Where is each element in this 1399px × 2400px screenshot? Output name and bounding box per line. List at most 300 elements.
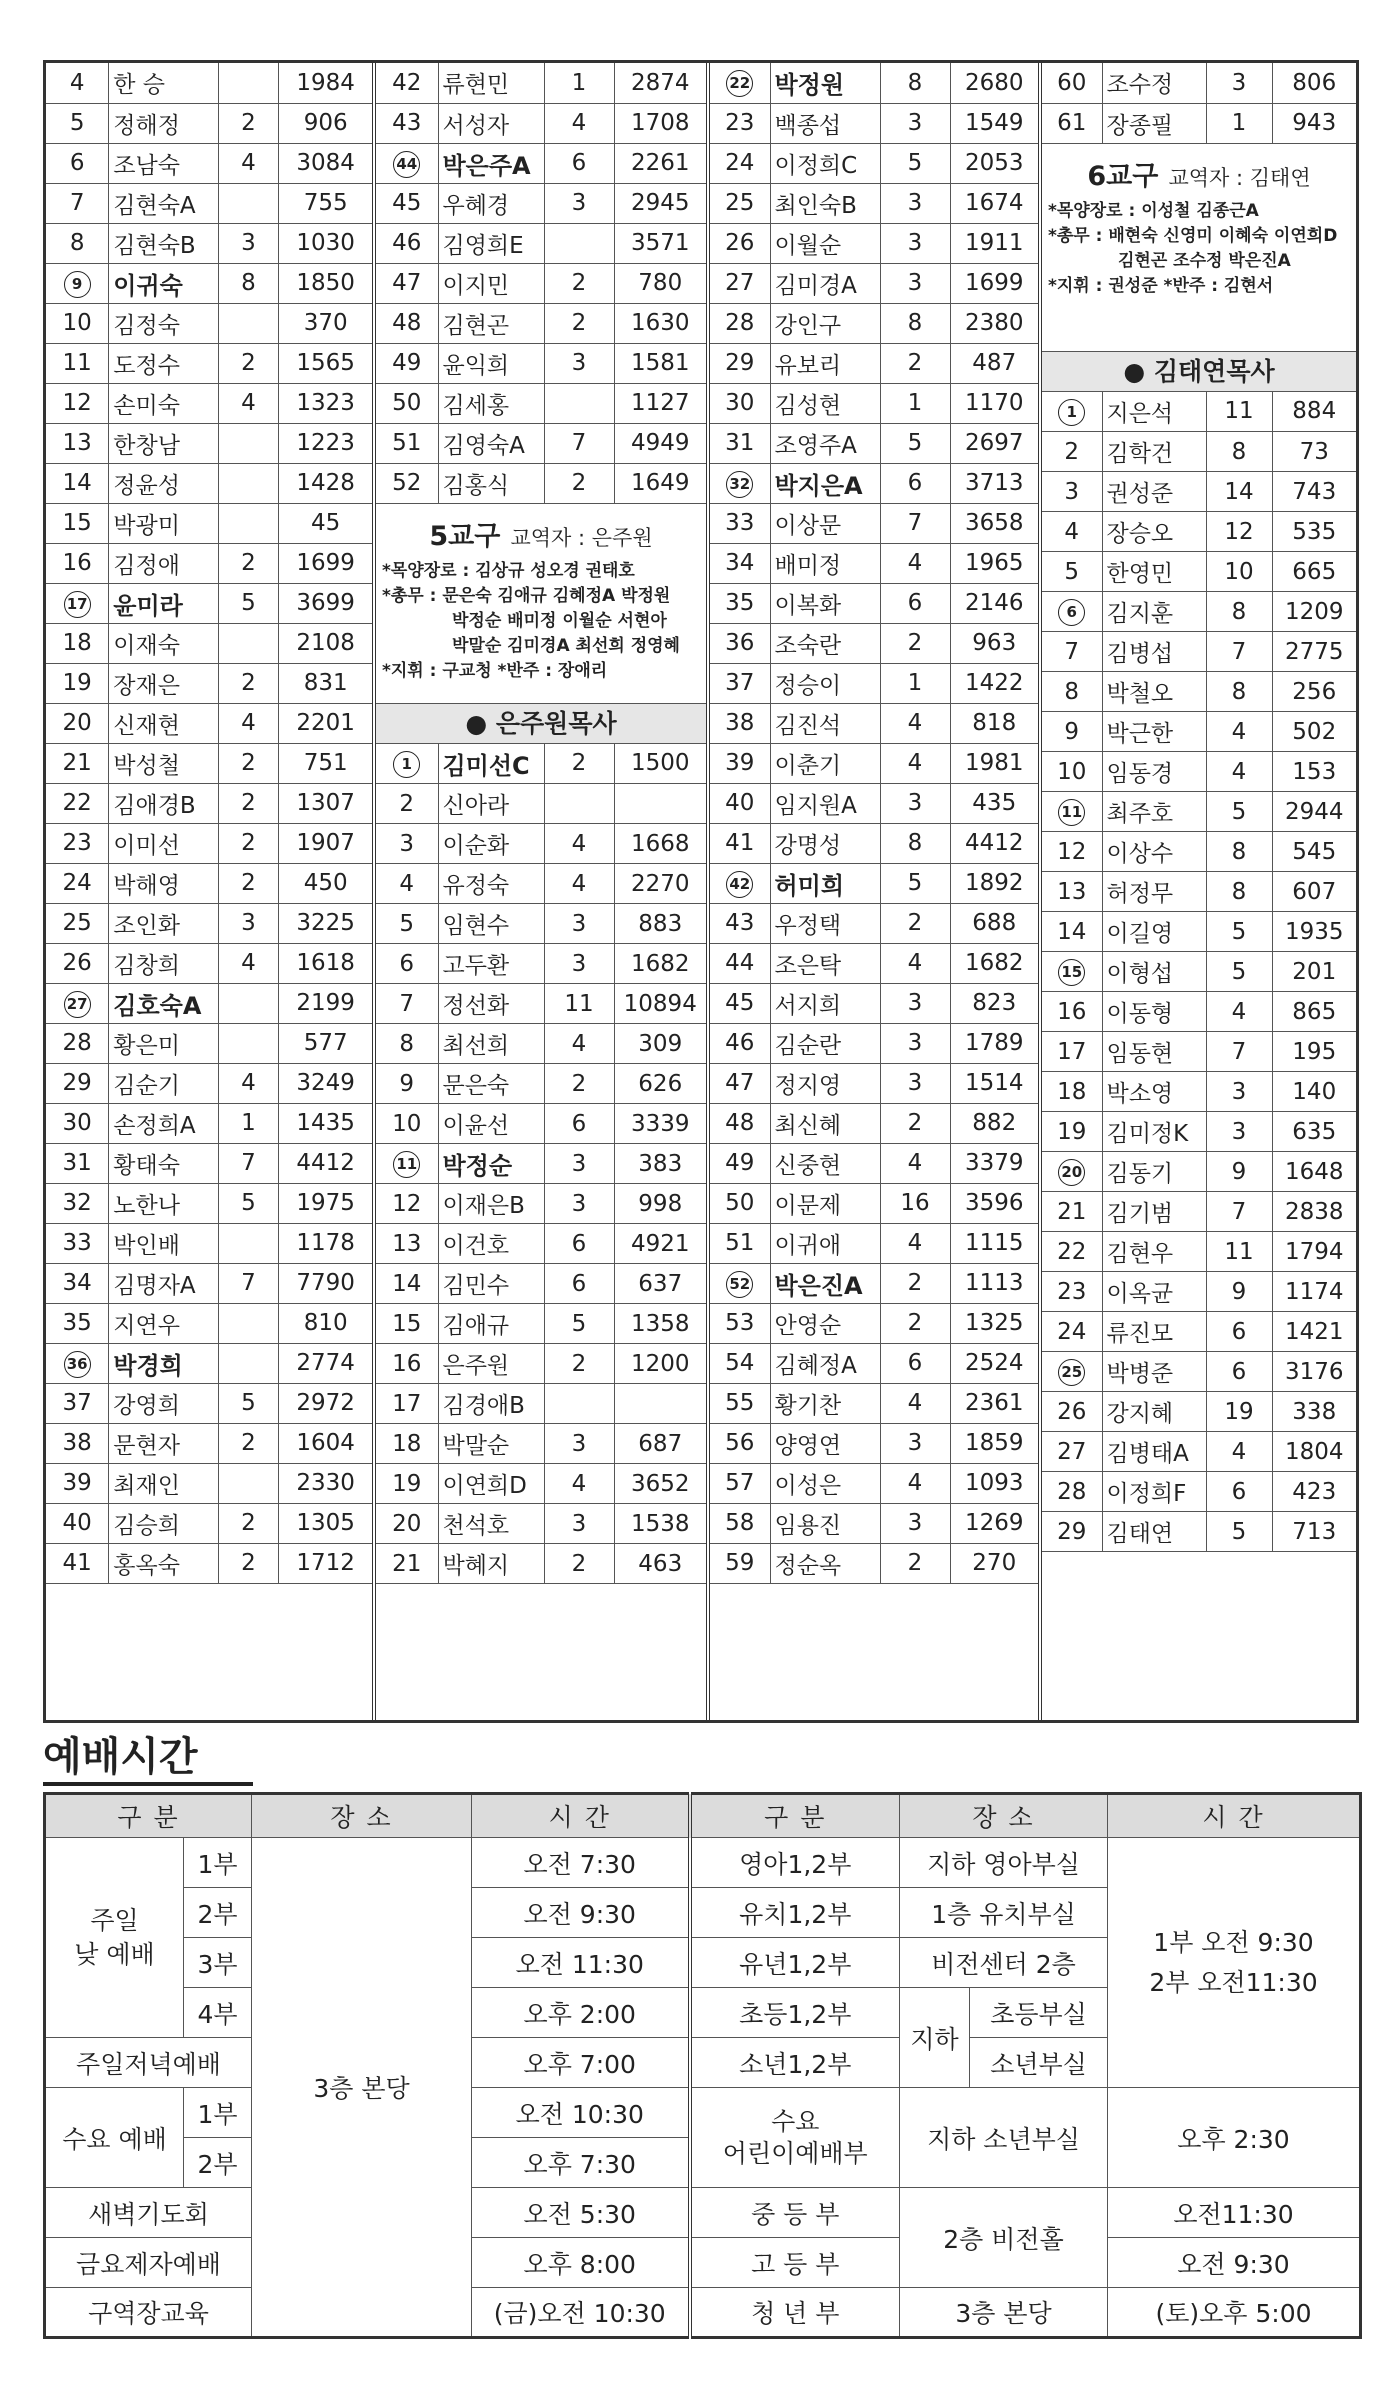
roster-table (376, 744, 706, 1585)
member-total: 1804 (1272, 1432, 1356, 1472)
member-name: 손미숙 (109, 383, 218, 423)
row-number: 9 (1042, 712, 1102, 752)
row-number (710, 463, 770, 503)
member-count: 2 (880, 1543, 950, 1583)
row-number: 41 (46, 1543, 109, 1583)
group5-secretaries: *총무 : 문은숙 김애규 김혜정A 박정원 (382, 585, 671, 606)
member-total: 3084 (279, 143, 372, 183)
member-count: 6 (1206, 1472, 1272, 1512)
member-total: 195 (1272, 1032, 1356, 1072)
row-number (1042, 952, 1102, 992)
member-total: 1030 (279, 223, 372, 263)
roster-row (1042, 632, 1356, 672)
member-name: 이정희F (1102, 1472, 1206, 1512)
leader-education-label: 구역장교육 (45, 2288, 252, 2338)
department-label: 고 등 부 (690, 2238, 900, 2288)
member-total: 1674 (950, 183, 1038, 223)
member-total: 201 (1272, 952, 1356, 992)
roster-row (1042, 1512, 1356, 1552)
member-count: 2 (880, 903, 950, 943)
row-number: 37 (46, 1383, 109, 1423)
member-total: 45 (279, 503, 372, 543)
member-count: 11 (544, 984, 614, 1024)
member-name: 임동경 (1102, 752, 1206, 792)
member-name: 안영순 (770, 1303, 880, 1343)
member-count: 6 (544, 143, 614, 183)
row-number: 20 (46, 703, 109, 743)
roster-row (376, 1344, 706, 1384)
department-label: 유년1,2부 (690, 1938, 900, 1988)
member-name: 장재은 (109, 663, 218, 703)
circled-number: 44 (393, 151, 420, 178)
roster-row (376, 1104, 706, 1144)
group5-pastor-header: ● 은주원목사 (376, 704, 706, 744)
member-total: 1514 (950, 1063, 1038, 1103)
roster-row (710, 983, 1038, 1023)
member-count: 2 (880, 1303, 950, 1343)
member-count (544, 223, 614, 263)
member-name: 천석호 (438, 1504, 544, 1544)
member-count: 7 (218, 1143, 279, 1183)
member-total: 545 (1272, 832, 1356, 872)
header-place: 장 소 (252, 1794, 472, 1838)
circled-number: 1 (1058, 399, 1085, 426)
member-total: 2874 (614, 63, 706, 103)
member-total: 2945 (614, 183, 706, 223)
member-total: 1668 (614, 824, 706, 864)
member-total: 3225 (279, 903, 372, 943)
basement-label: 지하 (900, 1988, 970, 2088)
member-total: 2053 (950, 143, 1038, 183)
member-name: 이동형 (1102, 992, 1206, 1032)
member-name: 김병태A (1102, 1432, 1206, 1472)
member-name: 박소영 (1102, 1072, 1206, 1112)
roster-row (710, 503, 1038, 543)
member-total: 2380 (950, 303, 1038, 343)
member-total: 688 (950, 903, 1038, 943)
row-number: 18 (46, 623, 109, 663)
member-count: 7 (1206, 1032, 1272, 1072)
member-name: 박성철 (109, 743, 218, 783)
circled-number: 15 (1058, 959, 1085, 986)
row-number (710, 863, 770, 903)
row-number: 60 (1042, 63, 1102, 103)
row-number (1042, 1152, 1102, 1192)
roster-row (376, 784, 706, 824)
roster-row (376, 1424, 706, 1464)
roster-row (46, 263, 372, 303)
roster-row (710, 1103, 1038, 1143)
member-name: 이상문 (770, 503, 880, 543)
roster-row (710, 1303, 1038, 1343)
roster-row (376, 1184, 706, 1224)
row-number (1042, 592, 1102, 632)
roster-row (46, 743, 372, 783)
member-count: 3 (544, 1504, 614, 1544)
circled-number: 17 (64, 591, 91, 618)
row-number: 47 (376, 263, 438, 303)
member-name: 김병섭 (1102, 632, 1206, 672)
roster-row (46, 543, 372, 583)
member-count (544, 784, 614, 824)
member-name: 김경애B (438, 1384, 544, 1424)
member-count: 3 (880, 983, 950, 1023)
member-name: 조영주A (770, 423, 880, 463)
member-total: 2524 (950, 1343, 1038, 1383)
member-name: 김홍식 (438, 463, 544, 503)
member-total: 2944 (1272, 792, 1356, 832)
member-count: 7 (880, 503, 950, 543)
member-count: 2 (880, 1103, 950, 1143)
department-place: 비전센터 2층 (900, 1938, 1108, 1988)
roster-row (1042, 1272, 1356, 1312)
row-number: 58 (710, 1503, 770, 1543)
member-total: 423 (1272, 1472, 1356, 1512)
group6-secretaries-2: 김현곤 조수정 박은진A (1118, 250, 1291, 271)
member-name: 김명자A (109, 1263, 218, 1303)
member-name: 김호숙A (109, 983, 218, 1023)
roster-row (710, 303, 1038, 343)
member-total: 637 (614, 1264, 706, 1304)
row-number: 12 (46, 383, 109, 423)
member-count: 4 (1206, 752, 1272, 792)
roster-row (710, 1423, 1038, 1463)
row-number: 16 (46, 543, 109, 583)
row-number: 5 (376, 904, 438, 944)
member-total: 270 (950, 1543, 1038, 1583)
member-total: 1604 (279, 1423, 372, 1463)
member-name: 박인배 (109, 1223, 218, 1263)
member-name: 허미희 (770, 863, 880, 903)
member-total: 1789 (950, 1023, 1038, 1063)
member-name: 이귀애 (770, 1223, 880, 1263)
member-total: 1421 (1272, 1312, 1356, 1352)
roster-column-3 (710, 63, 1042, 1720)
roster-table (46, 63, 372, 1584)
member-name: 이문제 (770, 1183, 880, 1223)
member-total: 818 (950, 703, 1038, 743)
member-name: 이순화 (438, 824, 544, 864)
member-total: 1209 (1272, 592, 1356, 632)
roster-row (376, 143, 706, 183)
member-count: 3 (218, 903, 279, 943)
member-count: 3 (880, 1423, 950, 1463)
department-place: 3층 본당 (900, 2288, 1108, 2338)
roster-row (710, 383, 1038, 423)
member-count: 1 (880, 663, 950, 703)
member-count: 2 (880, 1263, 950, 1303)
member-count: 5 (880, 143, 950, 183)
member-name: 류현민 (438, 63, 544, 103)
member-count: 4 (544, 1024, 614, 1064)
member-total: 4412 (279, 1143, 372, 1183)
roster-row (376, 1384, 706, 1424)
row-number: 23 (46, 823, 109, 863)
member-count: 11 (1206, 1232, 1272, 1272)
roster-row (376, 1064, 706, 1104)
member-total: 487 (950, 343, 1038, 383)
member-count: 8 (218, 263, 279, 303)
member-count: 8 (1206, 872, 1272, 912)
member-count: 6 (880, 463, 950, 503)
member-name: 서지희 (770, 983, 880, 1023)
member-total: 463 (614, 1544, 706, 1584)
member-count: 8 (880, 303, 950, 343)
member-name: 이건호 (438, 1224, 544, 1264)
member-name: 양영연 (770, 1423, 880, 1463)
member-total: 1565 (279, 343, 372, 383)
department-label: 유치1,2부 (690, 1888, 900, 1938)
roster-row (46, 1543, 372, 1583)
row-number: 26 (710, 223, 770, 263)
roster-row (1042, 512, 1356, 552)
member-total: 309 (614, 1024, 706, 1064)
row-number: 48 (710, 1103, 770, 1143)
circled-number: 27 (64, 991, 91, 1018)
roster-row (1042, 752, 1356, 792)
member-count: 2 (880, 343, 950, 383)
member-total: 1682 (614, 944, 706, 984)
member-count: 4 (218, 943, 279, 983)
member-total: 743 (1272, 472, 1356, 512)
main-sanctuary-place: 3층 본당 (252, 1838, 472, 2338)
roster-row (710, 1263, 1038, 1303)
row-number: 33 (710, 503, 770, 543)
member-name: 한 승 (109, 63, 218, 103)
member-count: 3 (1206, 1112, 1272, 1152)
roster-row (376, 463, 706, 503)
member-total: 3176 (1272, 1352, 1356, 1392)
member-count (218, 503, 279, 543)
roster-table (710, 63, 1038, 1584)
member-total: 1682 (950, 943, 1038, 983)
roster-row (376, 1224, 706, 1264)
member-count: 3 (880, 223, 950, 263)
member-count: 8 (1206, 592, 1272, 632)
member-count: 2 (544, 744, 614, 784)
member-name: 박병준 (1102, 1352, 1206, 1392)
wednesday-service-label: 수요 예배 (45, 2088, 184, 2188)
member-count: 16 (880, 1183, 950, 1223)
member-name: 장종필 (1102, 103, 1206, 143)
row-number: 26 (46, 943, 109, 983)
roster-row (710, 583, 1038, 623)
roster-row (376, 303, 706, 343)
member-total: 73 (1272, 432, 1356, 472)
service-time: (금)오전 10:30 (472, 2288, 690, 2338)
roster-row (710, 623, 1038, 663)
row-number: 45 (376, 183, 438, 223)
member-total: 3713 (950, 463, 1038, 503)
member-total: 635 (1272, 1112, 1356, 1152)
member-name: 김세홍 (438, 383, 544, 423)
member-count: 5 (1206, 952, 1272, 992)
member-name: 박지은A (770, 463, 880, 503)
member-count: 4 (218, 383, 279, 423)
row-number: 38 (46, 1423, 109, 1463)
member-total: 943 (1272, 103, 1356, 143)
member-count: 2 (544, 1344, 614, 1384)
member-total: 1630 (614, 303, 706, 343)
service-time: 오후 2:00 (472, 1988, 690, 2038)
roster-row (46, 103, 372, 143)
row-number (1042, 392, 1102, 432)
roster-row (1042, 1032, 1356, 1072)
member-total: 3571 (614, 223, 706, 263)
member-total: 865 (1272, 992, 1356, 1032)
member-count: 3 (218, 223, 279, 263)
heading-underline (43, 1782, 253, 1786)
member-name: 홍옥숙 (109, 1543, 218, 1583)
member-total: 906 (279, 103, 372, 143)
roster-row (46, 1383, 372, 1423)
roster-row (46, 1103, 372, 1143)
roster-row (710, 103, 1038, 143)
department-time: 오전11:30 (1108, 2188, 1361, 2238)
member-name: 조남숙 (109, 143, 218, 183)
service-time: 오후 7:30 (472, 2138, 690, 2188)
member-name: 김영희E (438, 223, 544, 263)
roster-row (376, 223, 706, 263)
member-name: 노한나 (109, 1183, 218, 1223)
member-total: 751 (279, 743, 372, 783)
roster-row (46, 1503, 372, 1543)
member-total: 153 (1272, 752, 1356, 792)
member-name: 도정수 (109, 343, 218, 383)
member-total: 1618 (279, 943, 372, 983)
roster-row (710, 1463, 1038, 1503)
row-number: 31 (46, 1143, 109, 1183)
roster-row (376, 864, 706, 904)
member-total: 1965 (950, 543, 1038, 583)
sunday-evening-label: 주일저녁예배 (45, 2038, 252, 2088)
row-number: 18 (1042, 1072, 1102, 1112)
member-total: 338 (1272, 1392, 1356, 1432)
member-total: 4921 (614, 1224, 706, 1264)
group6-secretaries: *총무 : 배현숙 신영미 이혜숙 이연희D (1048, 225, 1338, 246)
row-number (376, 744, 438, 784)
member-total: 2838 (1272, 1192, 1356, 1232)
roster-row (46, 703, 372, 743)
roster-row (1042, 952, 1356, 992)
row-number (376, 143, 438, 183)
row-number: 50 (376, 383, 438, 423)
row-number: 33 (46, 1223, 109, 1263)
member-total: 1178 (279, 1223, 372, 1263)
part-label: 2부 (184, 1888, 252, 1938)
member-count: 3 (880, 103, 950, 143)
member-total: 3652 (614, 1464, 706, 1504)
member-name: 이정희C (770, 143, 880, 183)
member-name: 김미정K (1102, 1112, 1206, 1152)
roster-row (376, 1464, 706, 1504)
roster-row (1042, 1232, 1356, 1272)
member-total: 2146 (950, 583, 1038, 623)
member-count: 2 (218, 343, 279, 383)
member-count: 2 (544, 1544, 614, 1584)
row-number: 25 (46, 903, 109, 943)
worship-heading: 예배시간 (43, 1734, 198, 1780)
row-number: 13 (46, 423, 109, 463)
row-number: 21 (46, 743, 109, 783)
row-number (710, 63, 770, 103)
department-place: 1층 유치부실 (900, 1888, 1108, 1938)
member-total: 1892 (950, 863, 1038, 903)
row-number (46, 583, 109, 623)
member-count: 8 (1206, 432, 1272, 472)
member-total: 823 (950, 983, 1038, 1023)
member-name: 황태숙 (109, 1143, 218, 1183)
roster-row (46, 1263, 372, 1303)
member-total: 882 (950, 1103, 1038, 1143)
roster-row (710, 943, 1038, 983)
roster-row (710, 1383, 1038, 1423)
row-number: 28 (46, 1023, 109, 1063)
member-name: 한영민 (1102, 552, 1206, 592)
member-count: 5 (880, 423, 950, 463)
roster-row (46, 903, 372, 943)
member-count: 4 (1206, 1432, 1272, 1472)
row-number: 12 (376, 1184, 438, 1224)
row-number: 39 (710, 743, 770, 783)
member-count (544, 1384, 614, 1424)
member-total: 755 (279, 183, 372, 223)
roster-row (376, 423, 706, 463)
member-total: 2201 (279, 703, 372, 743)
member-name: 최주호 (1102, 792, 1206, 832)
member-name: 임지원A (770, 783, 880, 823)
roster-row (376, 744, 706, 784)
row-number: 45 (710, 983, 770, 1023)
roster-row (376, 904, 706, 944)
roster-row (376, 263, 706, 303)
member-name: 김학건 (1102, 432, 1206, 472)
member-name: 정해정 (109, 103, 218, 143)
roster-row (46, 943, 372, 983)
member-count: 3 (544, 1424, 614, 1464)
member-total: 3379 (950, 1143, 1038, 1183)
row-number: 6 (376, 944, 438, 984)
roster-row (1042, 552, 1356, 592)
roster-row (46, 583, 372, 623)
member-count: 7 (1206, 1192, 1272, 1232)
member-count (218, 463, 279, 503)
service-time: 오후 8:00 (472, 2238, 690, 2288)
member-name: 이성은 (770, 1463, 880, 1503)
member-name: 최인숙B (770, 183, 880, 223)
group5-pastor-label: 교역자 : 은주원 (510, 525, 653, 550)
member-name: 최재인 (109, 1463, 218, 1503)
row-number: 8 (46, 223, 109, 263)
roster-row (1042, 1192, 1356, 1232)
roster-row (1042, 392, 1356, 432)
member-name: 윤미라 (109, 583, 218, 623)
row-number: 54 (710, 1343, 770, 1383)
dawn-prayer-label: 새벽기도회 (45, 2188, 252, 2238)
circled-number: 9 (64, 271, 91, 298)
member-total: 884 (1272, 392, 1356, 432)
row-number (46, 1343, 109, 1383)
member-total: 1325 (950, 1303, 1038, 1343)
member-name: 김순기 (109, 1063, 218, 1103)
row-number: 16 (376, 1344, 438, 1384)
member-total: 383 (614, 1144, 706, 1184)
member-count: 8 (1206, 672, 1272, 712)
member-count: 5 (218, 1383, 279, 1423)
member-count: 3 (544, 1144, 614, 1184)
row-number: 3 (1042, 472, 1102, 512)
roster-row (1042, 1432, 1356, 1472)
